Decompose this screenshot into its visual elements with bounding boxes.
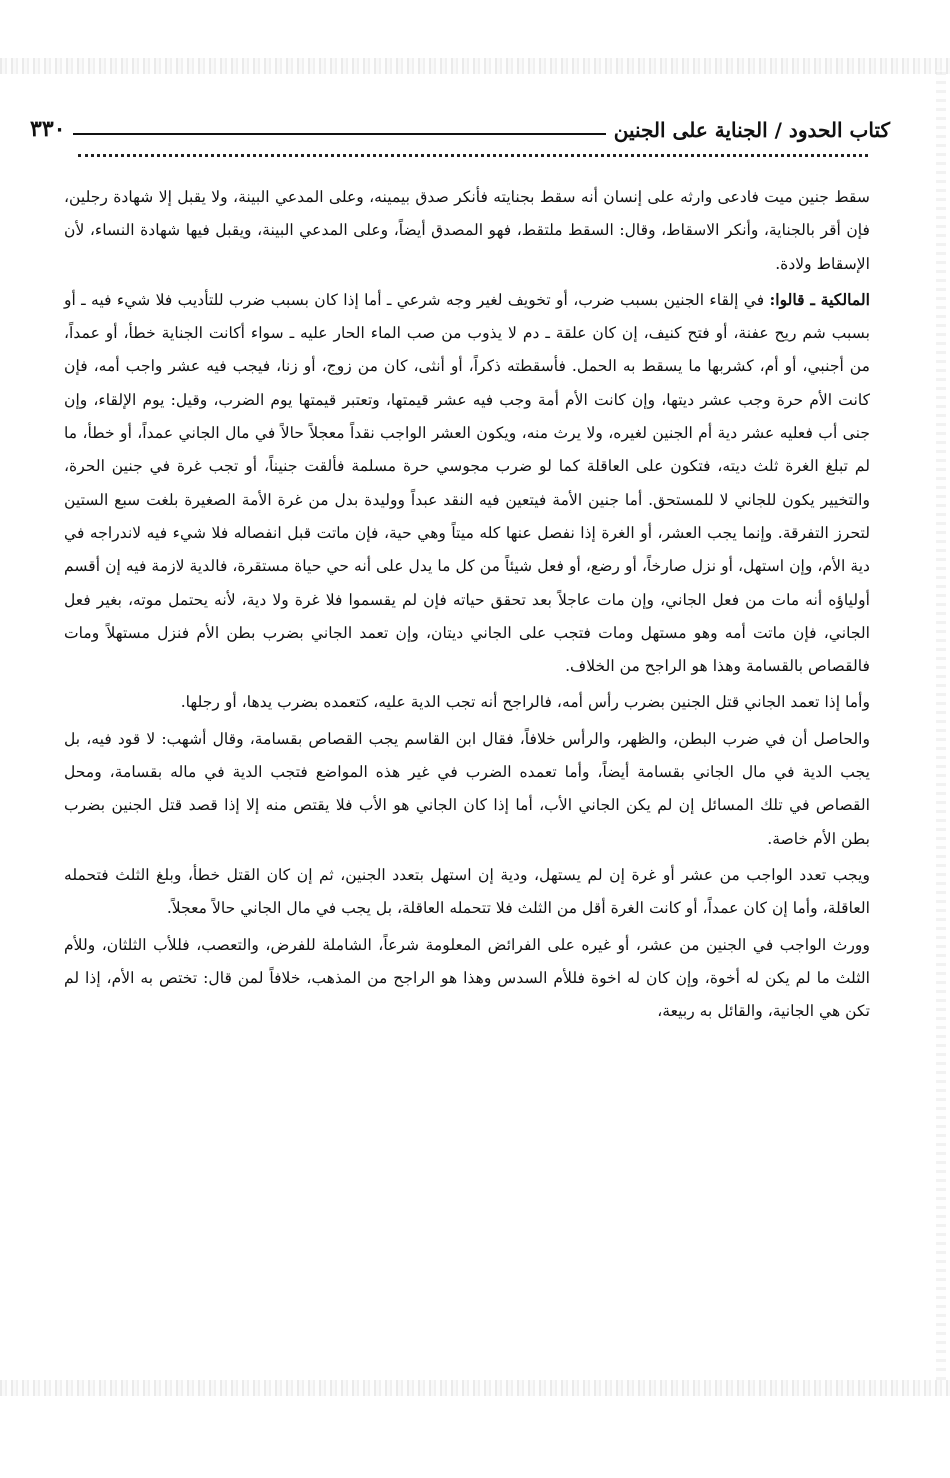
- page-number: ٣٣٠: [30, 116, 66, 142]
- running-title: كتاب الحدود / الجناية على الجنين: [613, 118, 890, 142]
- section-heading-malikiyya: المالكية ـ قالوا:: [769, 289, 871, 309]
- paragraph-4: والحاصل أن في ضرب البطن، والظهر، والرأس خلافاً، فقال ابن القاسم يجب القصاص بقسامة، وقال أشهب: لا قود فيه، بل يجب الدية في مال الجاني بقسامة أيضاً، وأما تعمده الضرب في غير هذه المواضع فتجب الدية في ماله بقسامة، ومحل القصاص في تلك المسائل إن لم يكن الجاني الأب، أما إذا كان الجاني هو الأب فلا يقتص منه إلا إذا قصد قتل الجنين بضرب بطن الأم خاصة.: [64, 729, 870, 848]
- dotted-separator: [78, 148, 868, 157]
- paragraph-3: وأما إذا تعمد الجاني قتل الجنين بضرب رأس أمه، فالراجح أنه تجب الدية عليه، كتعمده بضرب يدها، أو رجلها.: [180, 693, 870, 712]
- page-body: [64, 180, 870, 1030]
- paragraph-6: وورث الواجب في الجنين من عشر، أو غيره على الفرائض المعلومة شرعاً، الشاملة للفرض، والتعصب، فللأب الثلثان، وللأم الثلث ما لم يكن له أخوة، وإن كان له اخوة فللأم السدس وهذا هو الراجح من المذهب، خلافاً لمن قال: تختص به الأم، إذا لم تكن هي الجانية، والقائل به ربيعة،: [64, 935, 870, 1021]
- page-header: [30, 108, 890, 142]
- scan-border-side: [936, 70, 946, 1380]
- scan-border-bottom: [0, 1380, 950, 1396]
- header-rule: [73, 133, 605, 135]
- scan-border-top: [0, 58, 950, 74]
- paragraph-5: ويجب تعدد الواجب من عشر أو غرة إن لم يستهل، ودية إن استهل بتعدد الجنين، ثم إن كان القتل خطأ، وبلغ الثلث فتحمله العاقلة، وأما إن كان عمداً، أو كانت الغرة أقل من الثلث فلا تتحمله العاقلة، بل يجب في مال الجاني حالاً معجلاً.: [64, 865, 870, 918]
- paragraph-1: سقط جنين ميت فادعى وارثه على إنسان أنه سقط بجنايته فأنكر صدق بيمينه، وعلى المدعي البينة، ولا يقبل إلا شهادة رجلين، فإن أقر بالجناية، وأنكر الاسقاط، وقال: السقط ملتقط، فهو المصدق أيضاً، وعلى المدعي البينة، ويقبل فيها شهادة النساء، لأن الإسقاط ولادة.: [64, 188, 870, 273]
- paragraph-2: المالكية ـ قالوا: في إلقاء الجنين بسبب ضرب، أو تخويف لغير وجه شرعي ـ أما إذا كان بسبب ضرب للتأديب فلا شيء فيه ـ أو بسبب شم ريح عفنة، أو فتح كنيف، إن كان علقة ـ دم لا يذوب من صب الماء الحار عليه ـ سواء أكانت الجناية خطأ، أو عمداً، من أجنبي، أو أم، كشربها ما يسقط به الحمل. فأسقطته ذكراً، أو أنثى، كان من زوج، أو زنا، فيجب فيه عشر واجب أمه، فإن كانت الأم حرة وجب عشر ديتها، وإن كانت الأم أمة وجب فيه عشر قيمتها، وتعتبر قيمتها يوم الضرب، وقيل: يوم الإلقاء، وإن جنى أب فعليه عشر دية أم الجنين لغيره، ولا يرث منه، ويكون العشر الواجب نقداً معجلاً حالاً في مال الجاني عمداً، أو خطأ، ما لم تبلغ الغرة ثلث ديته، فتكون على العاقلة كما لو ضرب مجوسي حرة مسلمة فألقت جنيناً، أو تجب غرة في جنين الحرة، والتخيير يكون للجاني لا للمستحق. أما جنين الأمة فيتعين فيه النقد عبداً ووليدة بدل من غرة الأمة الصغيرة بلغت سبع الستين لتحرز التفرقة. وإنما يجب العشر، أو الغرة إذا نفصل عنها كله ميتاً وهي حية، فإن ماتت قبل انفصاله فلا شيء فيه لاندراجه في دية الأم، وإن استهل، أو نزل صارخاً، أو رضع، أو فعل شيئاً من كل ما يدل على أنه حي حياة مستقرة، فالدية لازمة فيه إن أقسم أولياؤه أنه مات من فعل الجاني، وإن مات عاجلاً بعد تحقق حياته فإن لم يقسموا فلا غرة ولا دية، لأنه يحتمل موته، بغير فعل الجاني، فإن ماتت أمه وهو مستهل ومات فتجب على الجاني ديتان، وإن تعمد الجاني بضرب بطن الأم فنزل مستهلاً ومات فالقصاص بالقسامة وهذا هو الراجح من الخلاف.: [64, 289, 871, 676]
